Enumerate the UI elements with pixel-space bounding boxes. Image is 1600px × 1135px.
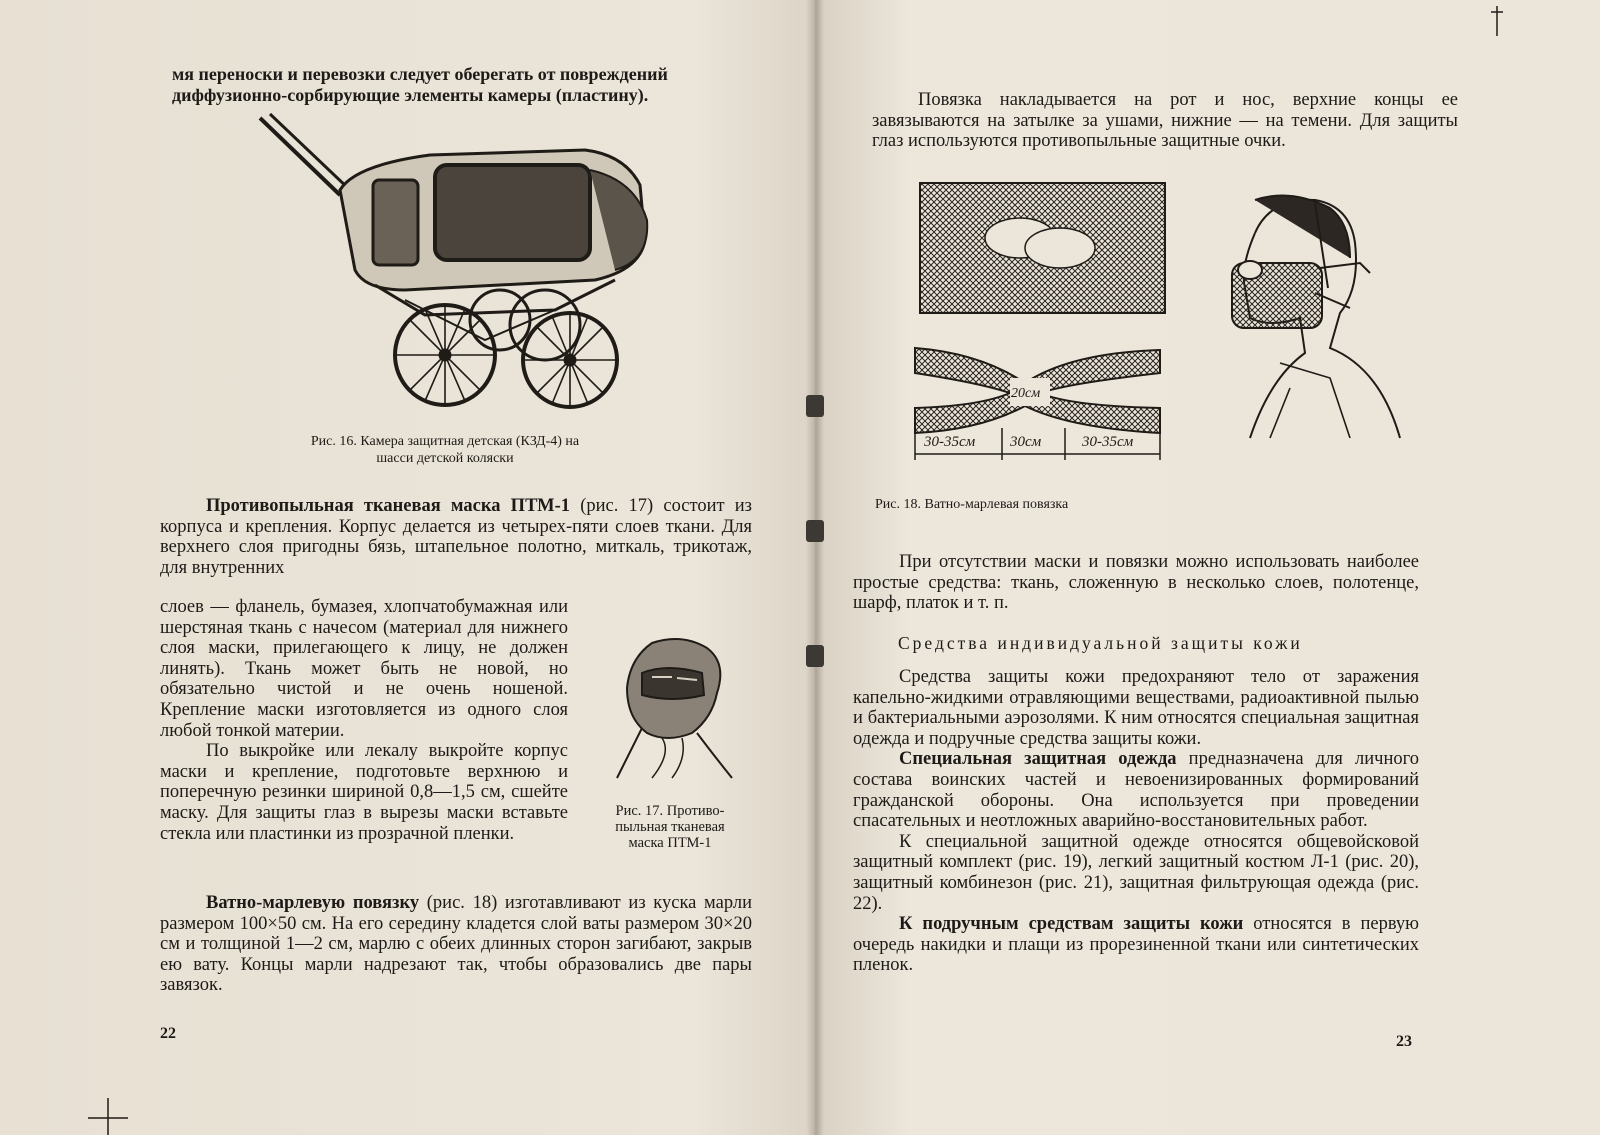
- fig17-caption-line-2: пыльная тканевая: [615, 819, 725, 835]
- fig17-caption-line-3: маска ПТМ-1: [628, 835, 712, 851]
- ptm-title: Противопыльная тканевая маска ПТМ-1: [206, 496, 571, 516]
- right-para-2: [853, 552, 1419, 614]
- fig18-label-20: 20см: [1011, 386, 1041, 401]
- right-para-3: [853, 667, 1419, 976]
- ptm-text-2: слоев — фланель, бумазея, хлопчатобумажная или шерстяная ткань с начесом (материал для нижнего слоя маски, прилегающего к лицу, не должен линять). Ткань может быть не новой, но обязательно чистой и не очень ношеной. Крепление маски изготовляется из одного слоя любой тонкой материи.: [160, 597, 568, 741]
- para-5-text: К специальной защитной одежде относятся общевойсковой защитный комплект (рис. 19), легкий защитный костюм Л-1 (рис. 20), защитный комбинезон (рис. 21), защитная фильтрующая одежда (рис. 22).: [853, 831, 1419, 914]
- page-number-left: 22: [160, 1025, 176, 1042]
- crop-mark-icon: [88, 1098, 128, 1135]
- right-page: [815, 0, 1600, 1135]
- figure-17-dust-mask-illustration: [612, 633, 737, 783]
- fig18-label-right: 30-35см: [1082, 434, 1134, 450]
- fig18-label-mid: 30см: [1010, 434, 1042, 450]
- ptm-text-3: По выкройке или лекалу выкройте корпус маски и крепление, подготовьте верхнюю и поперечную резинки шириной 0,8—1,5 см, сшейте маску. Для защиты глаз в вырезы маски вставьте стекла или пластинки из прозрачной пленки.: [160, 741, 568, 844]
- fig16-caption-line-1: Рис. 16. Камера защитная детская (КЗД-4) на: [310, 434, 580, 449]
- ptm-text-1: (рис. 17) состоит из корпуса и крепления. Корпус делается из четырех-пяти слоев ткани. Для верхнего слоя пригодны бязь, штапельное полотно, миткаль, трикотаж, для внутренних: [160, 496, 752, 578]
- fig18-label-left: 30-35см: [924, 434, 976, 450]
- para-1-text: Повязка накладывается на рот и нос, верхние концы ее завязываются на затылке за ушами, нижние — на темени. Для защиты глаз используются противопыльные защитные очки.: [872, 90, 1458, 152]
- ptm-paragraph-top: [160, 496, 752, 578]
- intro-line-1: мя переноски и перевозки следует оберегать от повреждений: [172, 64, 668, 84]
- improvised-title: К подручным средствам защиты кожи: [899, 914, 1244, 935]
- figure-18-bandage-illustration: [910, 178, 1460, 478]
- staple-3-icon: [806, 645, 824, 667]
- special-title: Специальная защитная одежда: [899, 749, 1177, 770]
- book-gutter: [806, 0, 824, 1135]
- special-text: предназначена для личного состава воинских частей и невоенизированных формирований гражданской обороны. Она используется при проведении спасательных и неотложных аварийно-восстановительных работ.: [853, 749, 1419, 832]
- right-para-1: [872, 90, 1458, 152]
- improvised-text: относятся в первую очередь накидки и плащи из прорезиненной ткани или синтетических пленок.: [853, 914, 1419, 976]
- fig17-caption-line-1: Рис. 17. Противо-: [615, 803, 725, 819]
- staple-1-icon: [806, 395, 824, 417]
- bandage-text: (рис. 18) изготавливают из куска марли размером 100×50 см. На его середину кладется слой ваты размером 30×20 см и толщиной 1—2 см, марлю с обеих длинных сторон загибают, закрыв ею вату. Концы марли надрезают так, чтобы образовались две пары завязок.: [160, 893, 752, 996]
- page-number-right: 23: [1396, 1033, 1412, 1050]
- figure-17-caption: [590, 803, 750, 851]
- section-heading: Средства индивидуальной защиты кожи: [898, 633, 1303, 653]
- intro-line-2: диффузионно-сорбирующие элементы камеры (пластину).: [172, 85, 649, 105]
- bandage-title: Ватно-марлевую повязку: [206, 893, 420, 913]
- crop-mark-icon: [1487, 6, 1507, 36]
- left-intro-text: [172, 64, 756, 106]
- figure-16-caption: [230, 433, 660, 467]
- figure-18-caption: Рис. 18. Ватно-марлевая повязка: [875, 497, 1069, 512]
- staple-2-icon: [806, 520, 824, 542]
- figure-16-carriage-illustration: [255, 110, 655, 430]
- para-3-text: Средства защиты кожи предохраняют тело от заражения капельно-жидкими отравляющими веществами, радиоактивной пылью и бактериальными аэрозолями. К ним относятся специальная защитная одежда и подручные средства защиты кожи.: [853, 667, 1419, 749]
- ptm-paragraph-wrapped: [160, 597, 568, 844]
- para-2-text: При отсутствии маски и повязки можно использовать наиболее простые средства: ткань, сложенную в несколько слоев, полотенце, шарф, платок и т. п.: [853, 552, 1419, 614]
- bandage-paragraph: [160, 893, 752, 996]
- fig16-caption-line-2: шасси детской коляски: [376, 451, 514, 466]
